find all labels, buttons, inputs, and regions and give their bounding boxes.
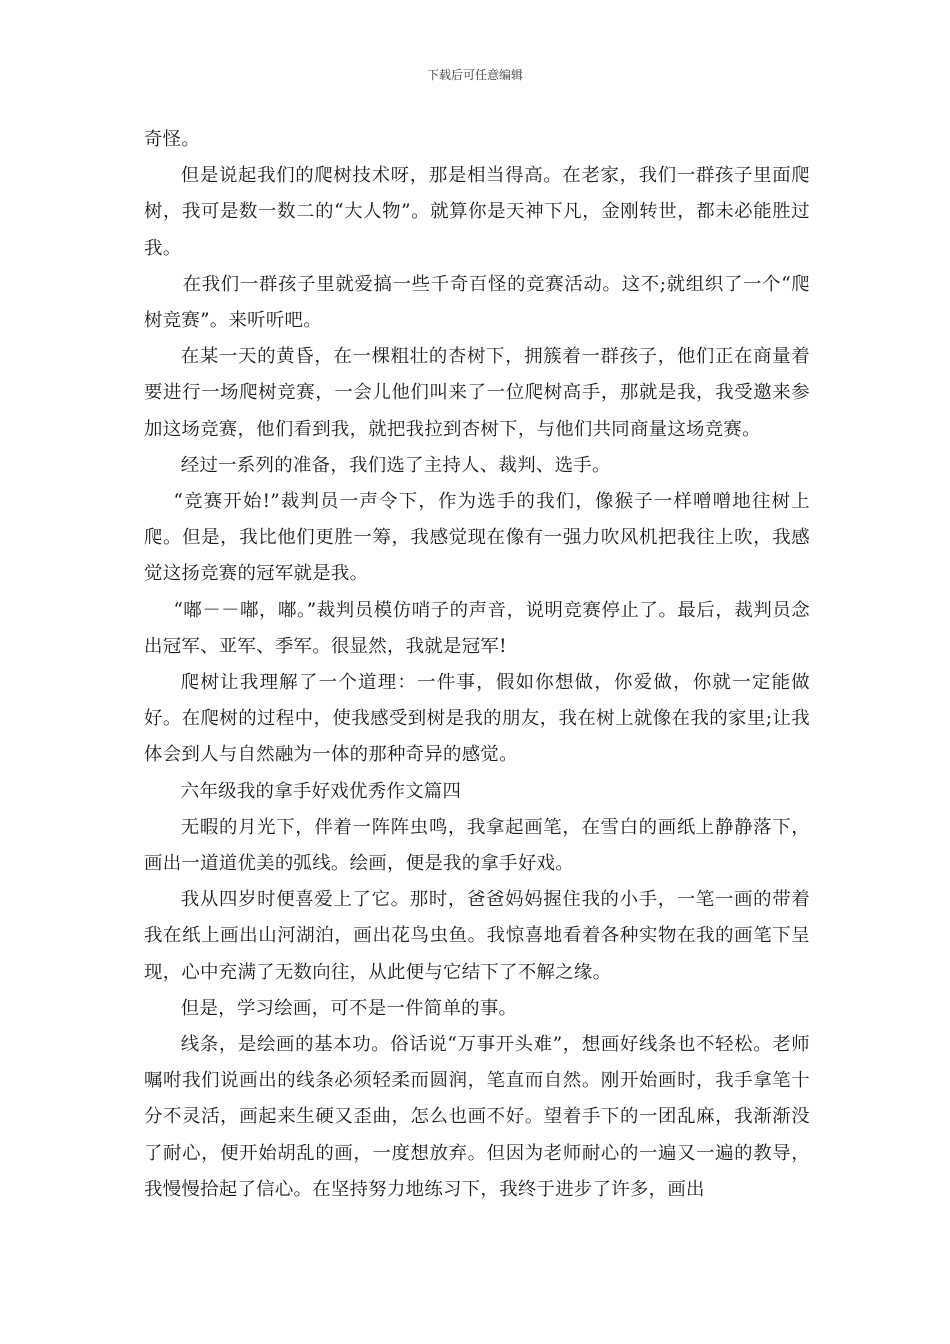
paragraph: 但是，学习绘画，可不是一件简单的事。 (180, 997, 518, 1019)
paragraph: 线条，是绘画的基本功。俗话说“万事开头难”，想画好线条也不轻松。老师嘱咐我们说画出的线条必须轻柔而圆润，笔直而自然。刚开始画时，我手拿笔十分不灵活，画起来生硬又歪曲，怎么也画不好。望着手下的一团乱麻，我渐渐没了耐心，便开始胡乱的画，一度想放弃。但因为老师耐心的一遍又一遍的教导，我慢慢拾起了信心。在坚持努力地练习下，我终于进步了许多，画出 (144, 1034, 810, 1200)
paragraph: 但是说起我们的爬树技术呀，那是相当得高。在老家，我们一群孩子里面爬树，我可是数一数二的“大人物”。就算你是天神下凡，金刚转世，都未必能胜过我。 (144, 165, 810, 259)
paragraph: 我从四岁时便喜爱上了它。那时，爸爸妈妈握住我的小手，一笔一画的带着我在纸上画出山河湖泊，画出花鸟虫鱼。我惊喜地看着各种实物在我的画笔下呈现，心中充满了无数向往，从此便与它结下了不解之缘。 (144, 889, 810, 983)
section-title: 六年级我的拿手好戏优秀作文篇四 (180, 780, 462, 802)
paragraph: 经过一系列的准备，我们选了主持人、裁判、选手。 (180, 454, 611, 476)
paragraph: 在某一天的黄昏，在一棵粗壮的杏树下，拥簇着一群孩子，他们正在商量着要进行一场爬树竞赛，一会儿他们叫来了一位爬树高手，那就是我，我受邀来参加这场竞赛，他们看到我，就把我拉到杏树下，与他们共同商量这场竞赛。 (144, 346, 810, 440)
paragraph: 在我们一群孩子里就爱搞一些千奇百怪的竞赛活动。这不;就组织了一个“爬树竞赛”。来听听吧。 (144, 273, 810, 332)
paragraph: “嘟－－嘟，嘟。”裁判员模仿哨子的声音，说明竞赛停止了。最后，裁判员念出冠军、亚军、季军。很显然，我就是冠军! (144, 599, 810, 657)
paragraph: 爬树让我理解了一个道理：一件事，假如你想做，你爱做，你就一定能做好。在爬树的过程中，使我感受到树是我的朋友，我在树上就像在我的家里;让我体会到人与自然融为一体的那种奇异的感觉。 (144, 672, 810, 766)
paragraph: 无暇的月光下，伴着一阵阵虫鸣，我拿起画笔，在雪白的画纸上静静落下，画出一道道优美的弧线。绘画，便是我的拿手好戏。 (144, 816, 810, 875)
paragraph: 奇怪。 (144, 129, 201, 150)
paragraph: “竞赛开始!”裁判员一声令下，作为选手的我们，像猴子一样噌噌地往树上爬。但是，我比他们更胜一筹，我感觉现在像有一强力吹风机把我往上吹，我感觉这扬竞赛的冠军就是我。 (144, 491, 810, 585)
page-header: 下载后可任意编辑 (426, 68, 523, 82)
document-body (144, 122, 810, 1208)
